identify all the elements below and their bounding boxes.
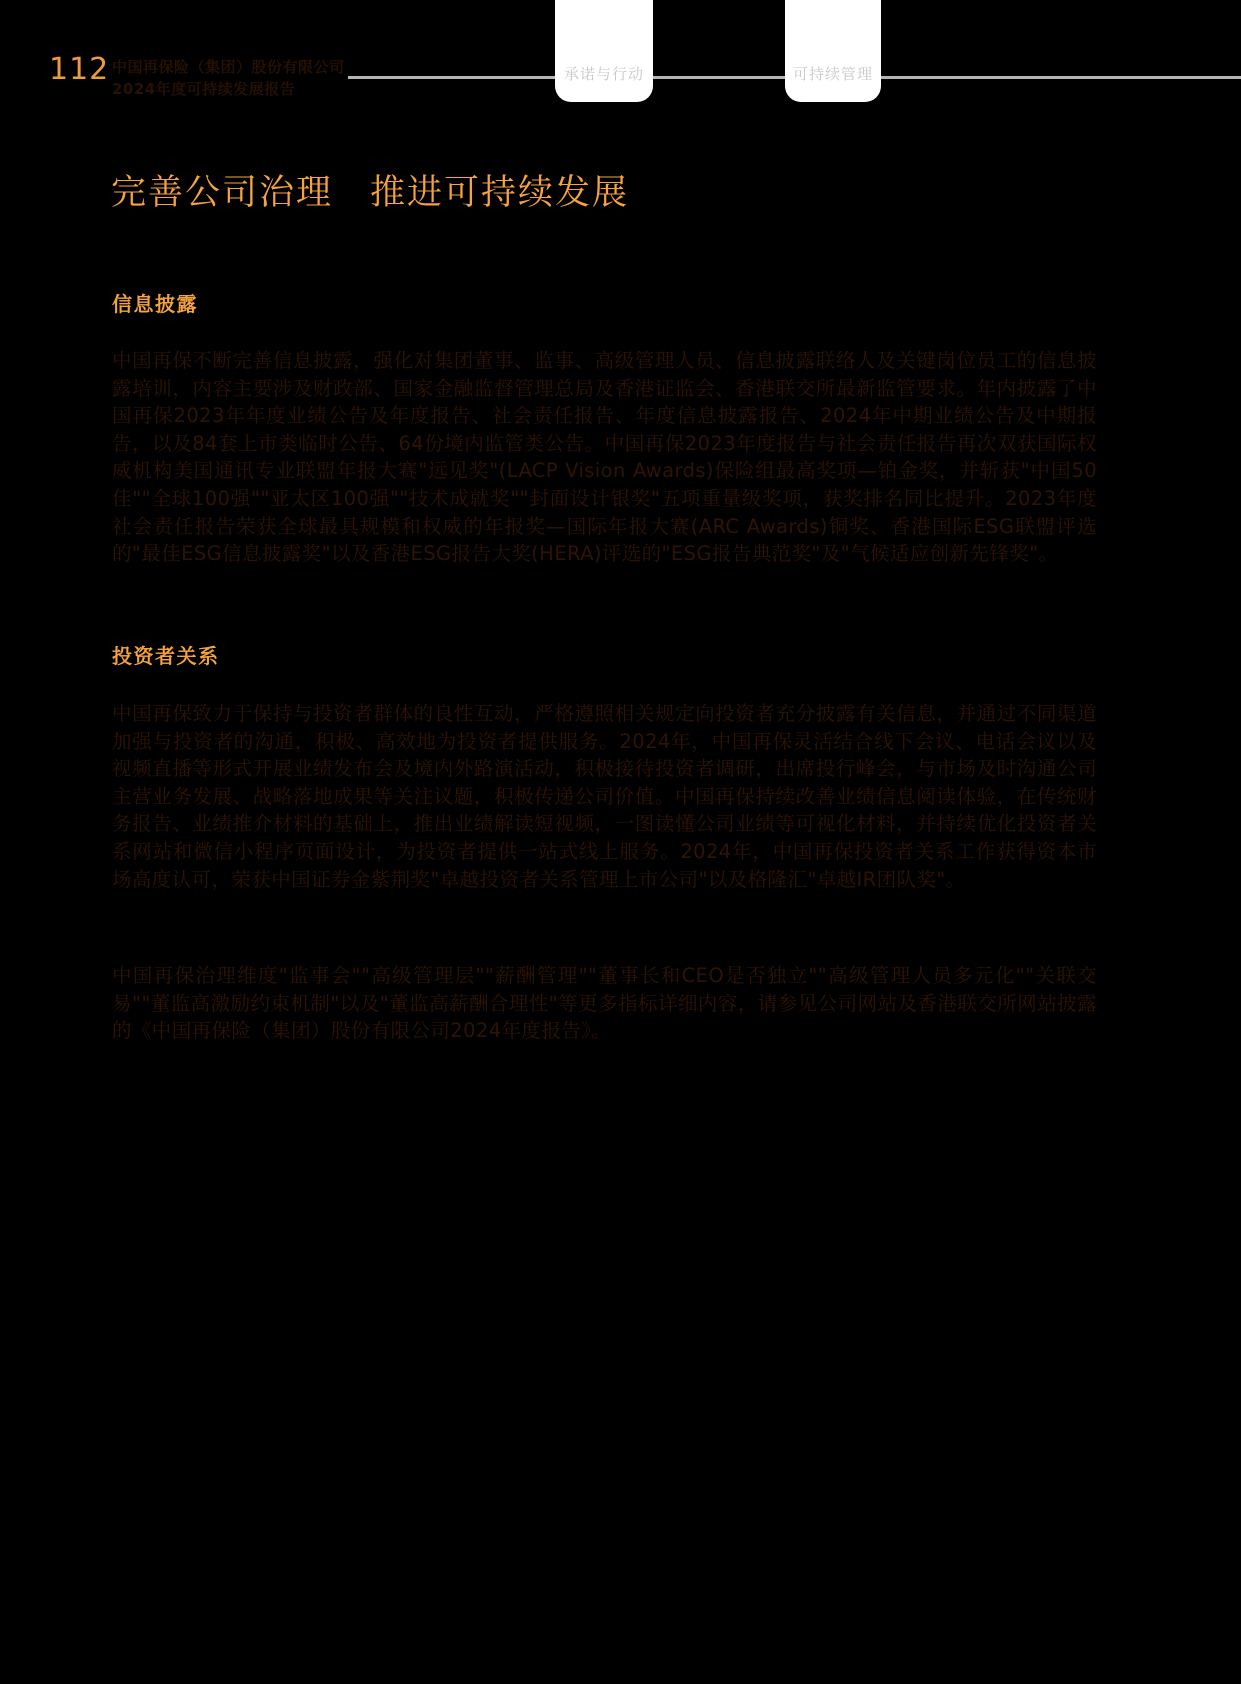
tab-sustainable-management[interactable] <box>785 0 881 102</box>
tab-label: 可持续管理 <box>792 65 873 83</box>
paragraph-investor-relations: 中国再保致力于保持与投资者群体的良性互动，严格遵照相关规定向投资者充分披露有关信息，并通过不同渠道加强与投资者的沟通，积极、高效地为投资者提供服务。2024年，中国再保灵活结合线下会议、电话会议以及视频直播等形式开展业绩发布会及境内外路演活动，积极接待投资者调研，出席投行峰会，与市场及时沟通公司主营业务发展、战略落地成果等关注议题，积极传递公司价值。中国再保持续改善业绩信息阅读体验，在传统财务报告、业绩推介材料的基础上，推出业绩解读短视频，一图读懂公司业绩等可视化材料，并持续优化投资者关系网站和微信小程序页面设计，为投资者提供一站式线上服务。2024年，中国再保投资者关系工作获得资本市场高度认可，荣获中国证券金紫荆奖"卓越投资者关系管理上市公司"以及格隆汇"卓越IR团队奖"。 <box>112 702 1097 891</box>
company-header <box>112 56 345 100</box>
page-number: 112 <box>49 52 110 87</box>
section-heading-investor-relations: 投资者关系 <box>112 644 220 668</box>
report-name: 2024年度可持续发展报告 <box>112 80 296 98</box>
tab-label: 承诺与行动 <box>563 65 644 83</box>
company-name: 中国再保险（集团）股份有限公司 <box>112 58 345 76</box>
page-title: 完善公司治理 推进可持续发展 <box>111 173 630 213</box>
paragraph-governance-indicators: 中国再保治理维度"监事会""高级管理层""薪酬管理""董事长和CEO是否独立""高级管理人员多元化""关联交易""董监高激励约束机制"以及"董监高薪酬合理性"等更多指标详细内容，请参见公司网站及香港联交所网站披露的《中国再保险（集团）股份有限公司2024年度报告》。 <box>112 964 1097 1043</box>
section-heading-information-disclosure: 信息披露 <box>112 292 198 316</box>
tab-commitments-and-actions[interactable] <box>555 0 653 102</box>
paragraph-information-disclosure: 中国再保不断完善信息披露，强化对集团董事、监事、高级管理人员、信息披露联络人及关键岗位员工的信息披露培训，内容主要涉及财政部、国家金融监督管理总局及香港证监会、香港联交所最新监管要求。年内披露了中国再保2023年年度业绩公告及年度报告、社会责任报告、年度信息披露报告、2024年中期业绩公告及中期报告，以及84套上市类临时公告、64份境内监管类公告。中国再保2023年度报告与社会责任报告再次双获国际权威机构美国通讯专业联盟年报大赛"远见奖"(LACP Vision Awards)保险组最高奖项—铂金奖，并斩获"中国50佳""全球100强""亚太区100强""技术成就奖""封面设计银奖"五项重量级奖项，获奖排名同比提升。2023年度社会责任报告荣获全球最具规模和权威的年报奖—国际年报大赛(ARC Awards)铜奖、香港国际ESG联盟评选的"最佳ESG信息披露奖"以及香港ESG报告大奖(HERA)评选的"ESG报告典范奖"及"气候适应创新先锋奖"。 <box>112 349 1097 566</box>
